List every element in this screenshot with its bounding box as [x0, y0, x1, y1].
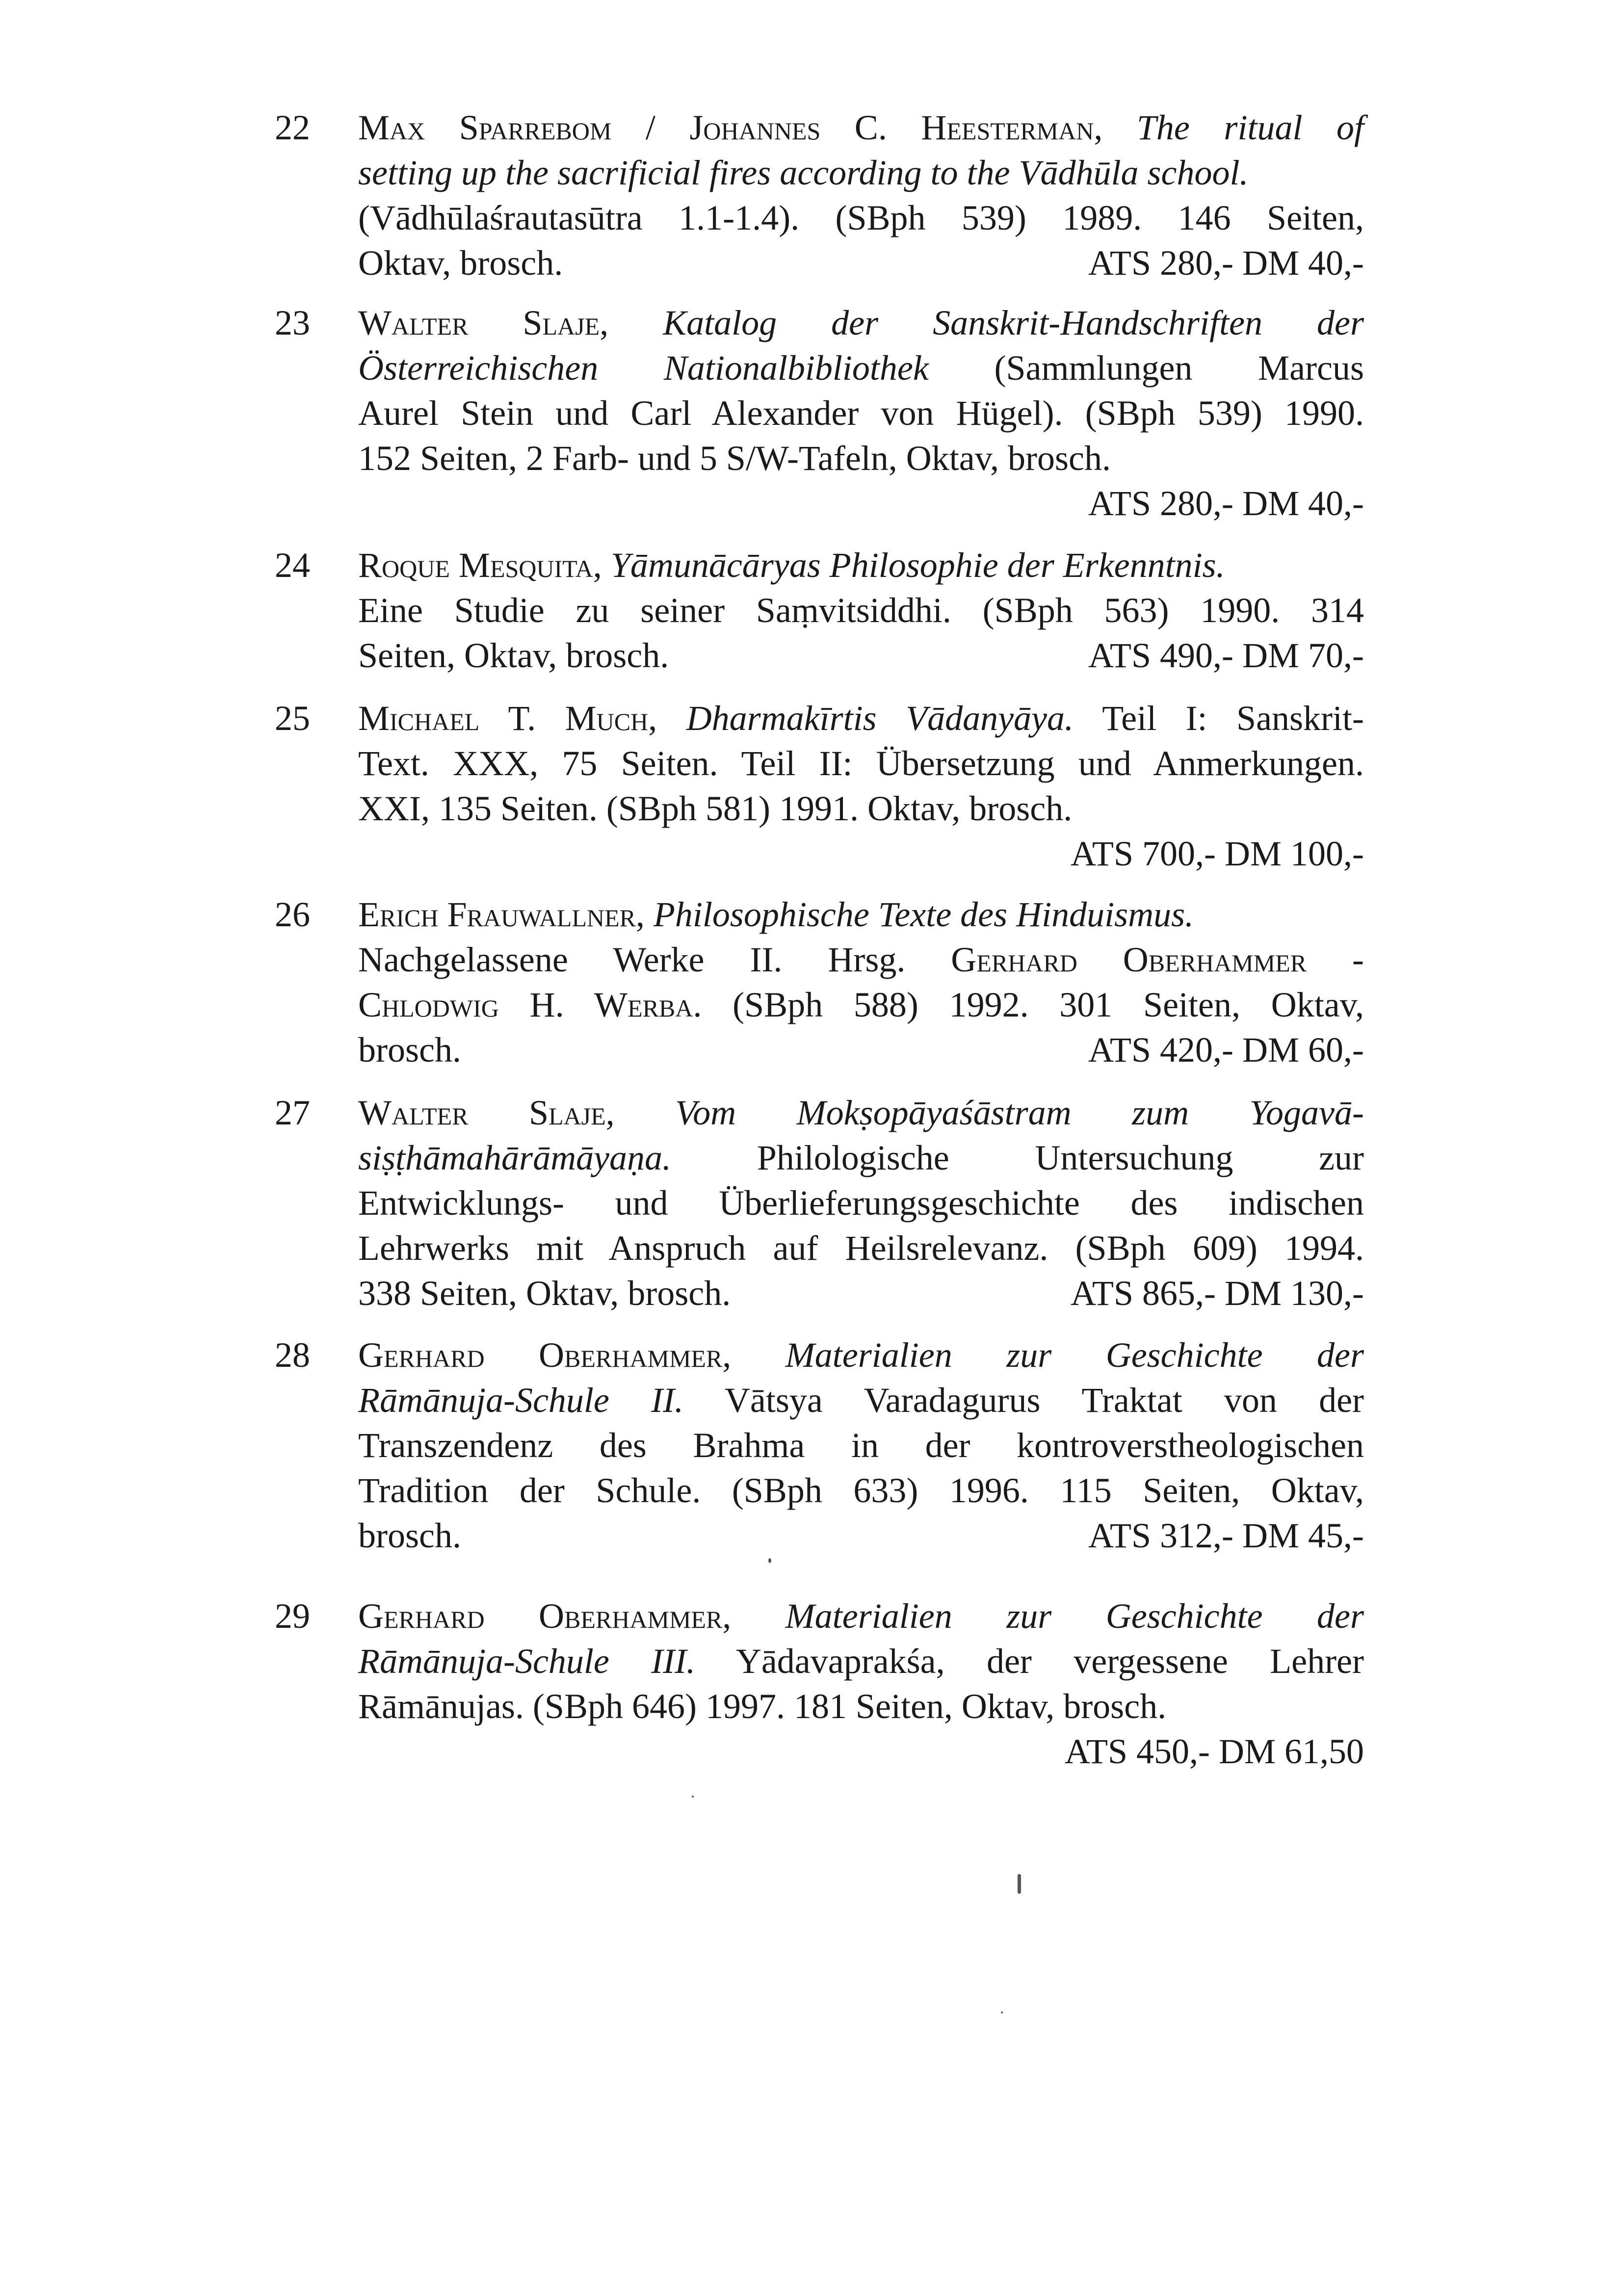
entry-text: Tradition der Schule. (SBph 633) 1996. 115 Seiten, Oktav,	[358, 1471, 1364, 1510]
entry-text: Vātsya Varadagurus Traktat von der	[724, 1381, 1364, 1420]
entry-title-continued: siṣṭhāmahārāmāyaṇa.	[358, 1138, 672, 1177]
entry-line	[358, 696, 1364, 741]
entry-title-continued: Rāmānuja-Schule III.	[358, 1642, 696, 1681]
entry-text: (Sammlungen Marcus	[994, 348, 1364, 388]
scan-speck	[692, 1796, 694, 1798]
entry-text: 152 Seiten, 2 Farb- und 5 S/W-Tafeln, Oktav, brosch.	[358, 439, 1111, 478]
entry-line	[358, 1135, 1364, 1180]
entry-text: Lehrwerks mit Anspruch auf Heilsrelevanz. (SBph 609) 1994.	[358, 1228, 1364, 1268]
entry-text: Philologische Untersuchung zur	[757, 1138, 1364, 1177]
entry-line	[358, 1332, 1364, 1378]
entry-title-continued: setting up the sacrificial fires according to the Vādhūla school.	[358, 153, 1249, 192]
entry-text: (SBph 588) 1992. 301 Seiten, Oktav,	[733, 985, 1364, 1024]
entry-text: Rāmānujas. (SBph 646) 1997. 181 Seiten, Oktav, brosch.	[358, 1687, 1167, 1726]
entry-text: (Vādhūlaśrautasūtra 1.1-1.4). (SBph 539) 1989. 146 Seiten,	[358, 198, 1364, 237]
entry-body	[358, 1332, 1364, 1558]
entry-line	[358, 1593, 1364, 1639]
scan-speck	[768, 1558, 771, 1563]
entry-editor: Chlodwig H. Werba.	[358, 985, 702, 1024]
entry-line	[358, 543, 1364, 588]
entry-title-continued: Rāmānuja-Schule II.	[358, 1381, 683, 1420]
entry-author: Max Sparrebom / Johannes C. Heesterman,	[358, 108, 1103, 147]
entry-body	[358, 300, 1364, 526]
entry-line	[358, 1027, 1364, 1072]
entry-line	[358, 892, 1364, 937]
entry-text: XXI, 135 Seiten. (SBph 581) 1991. Oktav, brosch.	[358, 789, 1073, 828]
entry-price: ATS 280,- DM 40,-	[1088, 484, 1364, 523]
entry-line	[358, 937, 1364, 982]
entry-text: Seiten, Oktav, brosch.	[358, 636, 669, 675]
entry-text: Transzendenz des Brahma in der kontroverstheologischen	[358, 1426, 1364, 1465]
entry-text: Teil I: Sanskrit-	[1102, 699, 1364, 738]
entry-number: 29	[275, 1596, 310, 1636]
entry-author: Gerhard Oberhammer,	[358, 1596, 732, 1636]
entry-title: Philosophische Texte des Hinduismus.	[653, 895, 1194, 934]
entry-line	[358, 1271, 1364, 1316]
entry-body	[358, 696, 1364, 876]
entry-price: ATS 280,- DM 40,-	[1088, 243, 1364, 283]
entry-price: ATS 420,- DM 60,-	[1088, 1030, 1364, 1070]
entry-author: Walter Slaje,	[358, 303, 609, 342]
entry-text: Eine Studie zu seiner Saṃvitsiddhi. (SBph 563) 1990. 314	[358, 591, 1364, 630]
entry-body	[358, 543, 1364, 678]
entry-price: ATS 865,- DM 130,-	[1070, 1274, 1364, 1313]
entry-title: Vom Mokṣopāyaśāstram zum Yogavā-	[675, 1093, 1364, 1132]
entry-text: Oktav, brosch.	[358, 243, 563, 283]
entry-title: Materialien zur Geschichte der	[785, 1596, 1364, 1636]
entry-author: Michael T. Much,	[358, 699, 657, 738]
entry-body	[358, 1593, 1364, 1774]
entry-text: Text. XXX, 75 Seiten. Teil II: Übersetzung und Anmerkungen.	[358, 744, 1364, 783]
entry-price: ATS 490,- DM 70,-	[1088, 636, 1364, 675]
entry-number: 26	[275, 895, 310, 934]
entry-title: The ritual of	[1136, 108, 1364, 147]
entry-text: Yādavaprakśa, der vergessene Lehrer	[735, 1642, 1364, 1681]
entry-line	[358, 105, 1364, 150]
entry-line	[358, 300, 1364, 345]
entry-line	[358, 633, 1364, 678]
scan-speck	[1001, 2011, 1003, 2013]
entry-number: 24	[275, 546, 310, 585]
entry-title: Yāmunācāryas Philosophie der Erkenntnis.	[610, 546, 1225, 585]
scan-speck	[1018, 1874, 1021, 1894]
entry-line	[358, 1378, 1364, 1423]
entry-number: 28	[275, 1335, 310, 1375]
entry-text: Aurel Stein und Carl Alexander von Hügel). (SBph 539) 1990.	[358, 393, 1364, 433]
entry-title: Dharmakīrtis Vādanyāya.	[686, 699, 1074, 738]
entry-title: Materialien zur Geschichte der	[785, 1335, 1364, 1375]
entry-body	[358, 892, 1364, 1072]
entry-body	[358, 1090, 1364, 1316]
entry-line	[358, 1513, 1364, 1558]
entry-text: brosch.	[358, 1516, 461, 1555]
entry-line	[358, 1090, 1364, 1135]
entry-text: Nachgelassene Werke II. Hrsg.	[358, 940, 906, 979]
entry-number: 23	[275, 303, 310, 342]
entry-author: Roque Mesquita,	[358, 546, 602, 585]
entry-price: ATS 700,- DM 100,-	[1070, 834, 1364, 873]
entry-number: 22	[275, 108, 310, 147]
entry-author: Gerhard Oberhammer,	[358, 1335, 732, 1375]
entry-body	[358, 105, 1364, 286]
entry-price: ATS 312,- DM 45,-	[1088, 1516, 1364, 1555]
entry-line	[358, 345, 1364, 391]
entry-text: brosch.	[358, 1030, 461, 1070]
entry-number: 27	[275, 1093, 310, 1132]
entry-title-continued: Österreichischen Nationalbibliothek	[358, 348, 929, 388]
entry-author: Erich Frauwallner,	[358, 895, 645, 934]
entry-number: 25	[275, 699, 310, 738]
entry-editor: Gerhard Oberhammer -	[951, 940, 1364, 979]
entry-text: Entwicklungs- und Überlieferungsgeschichte des indischen	[358, 1183, 1364, 1223]
entry-text: 338 Seiten, Oktav, brosch.	[358, 1274, 731, 1313]
entry-price: ATS 450,- DM 61,50	[1064, 1732, 1364, 1771]
entry-title: Katalog der Sanskrit-Handschriften der	[663, 303, 1364, 342]
entry-author: Walter Slaje,	[358, 1093, 615, 1132]
entry-line	[358, 1639, 1364, 1684]
entry-line	[358, 240, 1364, 286]
entry-line	[358, 982, 1364, 1027]
